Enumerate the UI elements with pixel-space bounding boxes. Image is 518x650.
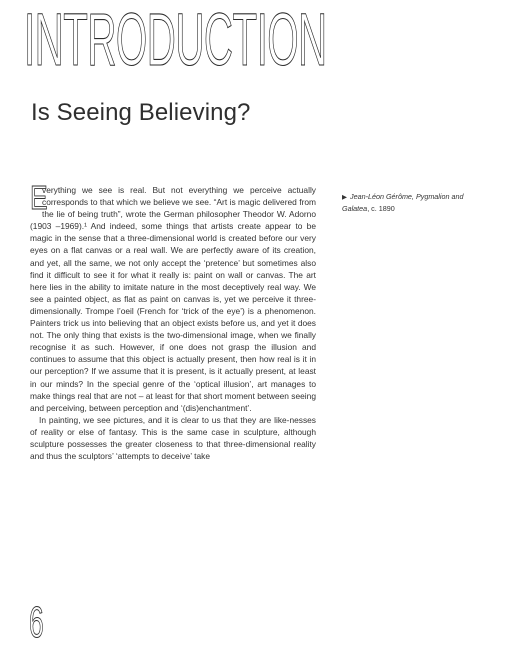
body-paragraph bbox=[30, 179, 316, 414]
drop-cap: E bbox=[30, 179, 48, 216]
page-title: INTRODUCTION bbox=[24, 0, 327, 81]
caption-arrow-icon: ▶ bbox=[342, 194, 347, 201]
page-number: 6 bbox=[29, 598, 44, 647]
caption-date: , c. 1890 bbox=[367, 203, 395, 213]
image-caption bbox=[342, 192, 492, 214]
body-text bbox=[30, 179, 316, 462]
page-subtitle: Is Seeing Believing? bbox=[31, 99, 251, 126]
body-paragraph: In painting, we see pictures, and it is clear to us that they are like-nesses of reality or else of fantasy. This is the same case in sculpture, although sculpture possesses the greater closeness to that three-dimensional reality and thus the sculptors’ ‘attempts to deceive’ take bbox=[30, 414, 316, 462]
caption-artist: Jean-Léon Gérôme, bbox=[350, 192, 416, 201]
paragraph-text: verything we see is real. But not everything we perceive actually corresponds to that which we believe we see. “Art is magic delivered from the lie of being truth”, wrote the German philosopher Theodor W. Adorno (1903 –1969).¹ And indeed, some things that artists create appear to be magic in the sense that a three-dimensional world is created before our very eyes on a flat canvas or a real wall. We are perfectly aware of its creation, and yet, all the same, we not only accept the ‘pretence’ but sometimes also find it difficult to see it for what it really is: paint on wall or canvas. The art here lies in the ability to imitate nature in the most deceptively real way. We see a painted object, as flat as paint on canvas is, yet we perceive it three-dimensionally. Trompe l’oeil (French for ‘trick of the eye’) is a phenomenon. Painters trick us into believing that an object exists before us, and yet it does not. The only thing that exists is the two-dimensional image, when we finally recognise it as such. However, if one does not grasp the illusion and continues to assume that this object is actually present, then how real is it in our perception? If we assume that it is present, is it actually present, at least in our minds? In the special genre of the ‘optical illusion’, art manages to make things real that are not – at least for that short moment between seeing and perceiving, between perception and ‘(dis)enchantment’. bbox=[30, 185, 316, 413]
caption-work-title: Pygmalion and Galatea bbox=[342, 192, 464, 213]
